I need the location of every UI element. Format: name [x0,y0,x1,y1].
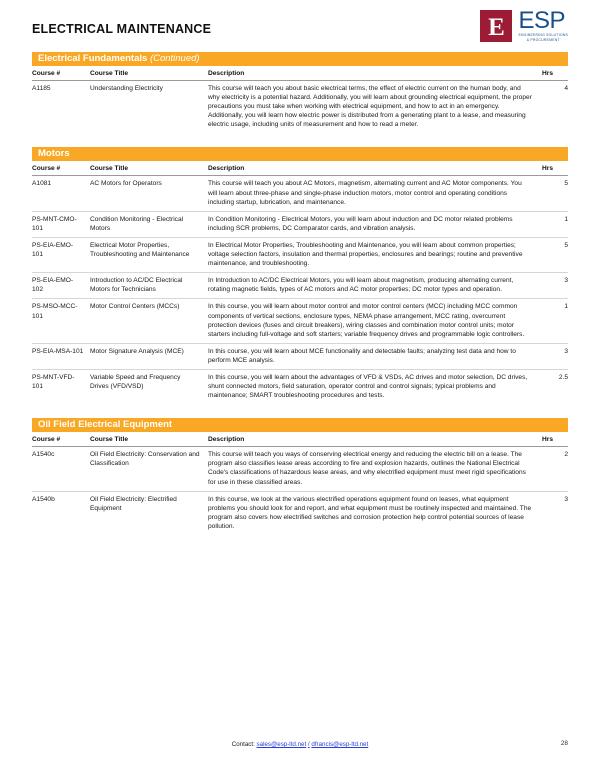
cell-course-title: AC Motors for Operators [90,176,208,211]
column-header-course-number: Course # [32,66,90,81]
table-row [32,176,568,211]
logo-wordmark: ESP [518,7,565,34]
cell-course-number: PS-EIA-EMO-102 [32,273,90,299]
course-section [32,52,568,133]
table-row [32,237,568,272]
email-link-sales[interactable]: sales@esp-ltd.net [256,741,307,748]
section-title: Oil Field Electrical Equipment [38,419,173,431]
logo-letter-e-icon: E [478,8,514,44]
cell-course-number: A1540b [32,495,55,503]
email-separator: / [307,741,310,748]
table-row [32,273,568,299]
logo-text-block [518,8,568,43]
cell-course-number: PS-EIA-MSA-101 [32,343,90,369]
course-section [32,147,568,404]
document-header [32,0,568,52]
cell-course-title: Oil Field Electricity: Conservation and Classification [90,447,208,491]
page-title: ELECTRICAL MAINTENANCE [32,22,212,36]
cell-course-title: Oil Field Electricity: Electrified Equipment [90,495,177,512]
cell-course-number: A1081 [32,176,90,211]
column-header-description: Description [208,161,542,176]
table-header-row [32,66,568,81]
column-header-description: Description [208,432,542,447]
cell-course-number: A1185 [32,85,51,92]
course-table [32,161,568,404]
logo-tagline-line1: ENGINEERING SOLUTIONS [518,33,568,37]
contact-label: Contact: [231,741,255,748]
section-title: Electrical Fundamentals [38,53,148,64]
column-header-hours: Hrs [542,66,568,81]
page-number: 28 [560,740,568,747]
cell-hours: 3 [542,273,568,299]
table-header-row [32,432,568,447]
course-section [32,418,568,535]
cell-description: This course will teach you about basic electrical terms, the effect of electric current on the human body, and why electricity is a potential hazard. Additionally, you will learn about grounding electrical equipment, the proper precautions you must take when working with electrical equipment, and how to act in an emergency. Additionally, you will learn how electric power is distributed from a generating plant to a lease, and measuring electric usage, including units of measurement and how to read a meter. [208,85,532,129]
cell-course-title: Motor Signature Analysis (MCE) [90,343,208,369]
cell-hours: 1 [542,299,568,343]
cell-description: In Condition Monitoring - Electrical Motors, you will learn about induction and DC motor related problems including SCR problems, DC Comparator cards, and vibration analysis. [208,211,542,237]
logo-tagline-line2: & PROCUREMENT [526,38,560,43]
course-table [32,432,568,535]
table-row [32,81,568,134]
section-title: Motors [38,148,70,160]
cell-description: In this course, you will learn about the advantages of VFD & VSDs, AC drives and motor selection, DC drives, shunt connected motors, field saturation, operator control and control signals; typical problems and maintenance; SMART troubleshooting procedures and tests. [208,373,528,400]
table-row [32,343,568,369]
table-header-row [32,161,568,176]
esp-logo [478,8,568,50]
column-header-course-title: Course Title [90,161,208,176]
cell-hours: 2.5 [558,373,568,381]
table-row [32,447,568,491]
cell-course-title: Motor Control Centers (MCCs) [90,299,208,343]
section-header-bar [32,52,568,66]
cell-course-number: A1540c [32,447,90,491]
column-header-course-title: Course Title [90,432,208,447]
cell-description: In this course, we look at the various electrified operations equipment found on leases, what equipment problems you should look for and report, and what equipment must be routinely inspected and maintained. The program also covers how electrified switches and corrosion protection help control potential sources of lease pollution. [208,495,532,530]
table-row [32,211,568,237]
table-row [32,491,568,535]
cell-course-number: PS-MNT-CMO-101 [32,211,90,237]
cell-description: This course will teach you about AC Motors, magnetism, alternating current and AC Motor components. You will learn about three-phase and single-phase induction motors, motor control and operating conditions including startup, lubrication, and maintenance. [208,176,542,211]
cell-hours: 1 [542,211,568,237]
cell-course-title: Introduction to AC/DC Electrical Motors for Technicians [90,273,208,299]
column-header-course-number: Course # [32,161,90,176]
cell-course-title: Condition Monitoring - Electrical Motors [90,211,208,237]
column-header-description: Description [208,66,542,81]
cell-description: In Electrical Motor Properties, Troubleshooting and Maintenance, you will learn about common properties; voltage selection factors, insulation and thermal properties, enclosures and bearings; routine and preventive maintenance, and troubleshooting. [208,237,542,272]
cell-hours: 4 [564,85,568,92]
footer-contact-line [0,734,600,749]
section-continued-label: (Continued) [149,53,200,64]
cell-hours: 3 [542,343,568,369]
cell-course-title: Variable Speed and Frequency Drives (VFD/VSD) [90,373,181,391]
cell-course-number: PS-MNT-VFD-101 [32,373,75,391]
cell-description: In this course, you will learn about motor control and motor control centers (MCC) including MCC common components of vertical sections, enclosure types, NEMA phase arrangement, MCC rating, overcurrent protection devices (fuses and circuit breakers), wiring classes and combination motor control units; motor starters including full-voltage and soft starters; variable frequency drives and programmable logic controllers. [208,299,542,343]
section-header-bar [32,147,568,161]
cell-course-number: PS-MSO-MCC-101 [32,299,90,343]
cell-hours: 3 [564,495,568,503]
cell-hours: 5 [542,176,568,211]
document-footer [0,734,600,768]
email-link-dfrancis[interactable]: dfrancis@esp-ltd.net [311,741,369,748]
cell-course-title: Understanding Electricity [90,85,163,92]
column-header-course-title: Course Title [90,66,208,81]
cell-course-title: Electrical Motor Properties, Troubleshooting and Maintenance [90,237,208,272]
cell-hours: 5 [542,237,568,272]
column-header-hours: Hrs [542,432,568,447]
cell-description: This course will teach you ways of conserving electrical energy and reducing the electric bill on a lease. The program also classifies lease areas according to fire and explosion hazards, outlines the National Electrical Code's classifications of hazardous lease areas, and why electrified equipment must meet rigid specifications for use in these classified areas. [208,447,542,491]
cell-description: In Introduction to AC/DC Electrical Motors, you will learn about magnetism, producing alternating current, rotating magnetic fields, types of AC motors and AC motor properties; DC motor types and operation. [208,273,542,299]
cell-course-number: PS-EIA-EMO-101 [32,237,90,272]
table-row [32,299,568,343]
course-table [32,66,568,133]
table-row [32,369,568,404]
section-header-bar [32,418,568,432]
column-header-hours: Hrs [542,161,568,176]
column-header-course-number: Course # [32,432,90,447]
cell-description: In this course, you will learn about MCE functionality and detectable faults; analyzing test data and how to perform MCE analysis. [208,343,542,369]
course-sections [32,52,568,535]
cell-hours: 2 [542,447,568,491]
